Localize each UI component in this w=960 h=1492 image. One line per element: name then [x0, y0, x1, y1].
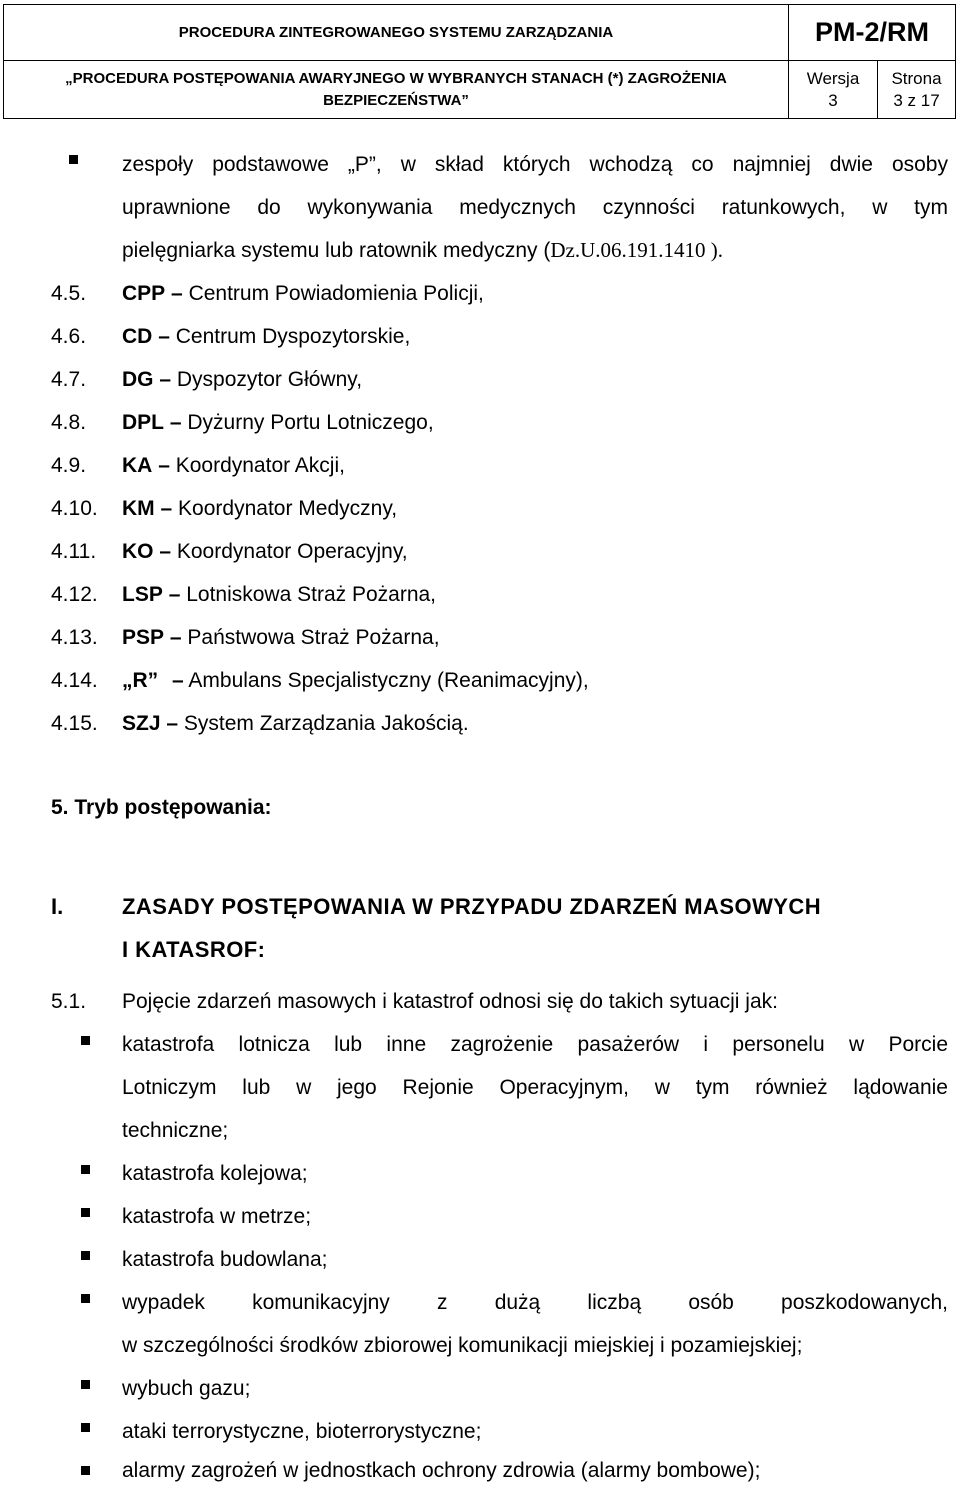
definition-desc: Centrum Powiadomienia Policji,: [188, 282, 484, 305]
list-item-line: katastrofa lotnicza lub inne zagrożenie pasażerów i personelu w Porcie: [122, 1033, 948, 1056]
list-item: ataki terrorystyczne, bioterrorystyczne;: [122, 1420, 482, 1443]
definition-item: [122, 702, 469, 745]
definition-number: 4.9.: [51, 454, 87, 477]
definition-number: 4.10.: [51, 497, 98, 520]
definition-item: [122, 573, 436, 616]
definition-number: 4.12.: [51, 583, 98, 606]
version-value: 3: [828, 90, 838, 110]
definition-dash: –: [159, 540, 172, 563]
definition-desc: System Zarządzania Jakością.: [183, 712, 469, 735]
definition-dash: –: [159, 368, 172, 391]
definition-number: 4.5.: [51, 282, 87, 305]
list-item: katastrofa kolejowa;: [122, 1162, 308, 1185]
definition-abbr: SZJ: [122, 712, 161, 735]
document-code: [788, 4, 956, 61]
definition-desc: Ambulans Specjalistyczny (Reanimacyjny),: [188, 669, 589, 692]
procedure-title-line1: „PROCEDURA POSTĘPOWANIA AWARYJNEGO W WYBRANYCH STANACH (*) ZAGROŻENIA: [65, 69, 727, 87]
definition-number: 4.7.: [51, 368, 87, 391]
definition-abbr: CPP: [122, 282, 166, 305]
bullet-icon: [81, 1294, 90, 1303]
bullet-icon: [81, 1466, 90, 1475]
definition-dash: –: [169, 626, 182, 649]
definition-abbr: PSP: [122, 626, 165, 649]
intro-bullet-line3-text: pielęgniarka systemu lub ratownik medyczny (: [122, 239, 551, 262]
intro-bullet-line3: [122, 229, 723, 272]
section-I-heading-line2: I KATASROF:: [122, 937, 266, 962]
list-item: katastrofa budowlana;: [122, 1248, 328, 1271]
definition-abbr: KA: [122, 454, 153, 477]
definition-desc: Centrum Dyspozytorskie,: [175, 325, 411, 348]
procedure-title-line2: BEZPIECZEŃSTWA”: [323, 91, 469, 109]
document-code-text: PM-2/RM: [815, 17, 929, 47]
bullet-icon: [81, 1423, 90, 1432]
definition-dash: –: [160, 497, 173, 520]
definition-desc: Koordynator Akcji,: [175, 454, 345, 477]
definition-item: [122, 401, 434, 444]
definition-abbr: KO: [122, 540, 154, 563]
definition-number: 4.6.: [51, 325, 87, 348]
definition-number: 4.15.: [51, 712, 98, 735]
page-value: 3 z 17: [893, 90, 940, 110]
section-I-heading-line1: ZASADY POSTĘPOWANIA W PRZYPADU ZDARZEŃ MASOWYCH: [122, 894, 822, 919]
list-item-line: w szczególności środków zbiorowej komunikacji miejskiej i pozamiejskiej;: [122, 1334, 803, 1357]
definition-dash: –: [158, 325, 170, 348]
definition-abbr: KM: [122, 497, 155, 520]
bullet-icon: [69, 155, 78, 164]
definition-desc: Dyspozytor Główny,: [176, 368, 363, 391]
item-5-1-number: 5.1.: [51, 990, 87, 1013]
procedure-title: [3, 60, 789, 119]
bullet-icon: [81, 1036, 90, 1045]
definition-abbr: LSP: [122, 583, 163, 606]
definition-number: 4.8.: [51, 411, 87, 434]
definition-abbr: „R”: [122, 669, 159, 692]
item-5-1-text: Pojęcie zdarzeń masowych i katastrof odnosi się do takich sytuacji jak:: [122, 990, 778, 1013]
version-cell: [788, 60, 878, 119]
bullet-icon: [81, 1208, 90, 1217]
definition-desc: Koordynator Operacyjny,: [176, 540, 408, 563]
procedure-system-title: [3, 4, 789, 61]
list-item-line: wypadek komunikacyjny z dużą liczbą osób poszkodowanych,: [122, 1291, 948, 1314]
legal-reference: Dz.U.06.191.1410: [550, 238, 706, 262]
page-cell: [877, 60, 956, 119]
definition-dash: –: [166, 712, 179, 735]
list-item: alarmy zagrożeń w jednostkach ochrony zdrowia (alarmy bombowe);: [122, 1459, 761, 1482]
procedure-system-title-text: PROCEDURA ZINTEGROWANEGO SYSTEMU ZARZĄDZANIA: [178, 24, 614, 41]
bullet-icon: [81, 1380, 90, 1389]
list-item-line: techniczne;: [122, 1119, 229, 1142]
intro-bullet-line3-end: ).: [705, 238, 724, 262]
list-item: katastrofa w metrze;: [122, 1205, 312, 1228]
bullet-icon: [81, 1251, 90, 1260]
section-I-number: I.: [51, 894, 64, 919]
definition-item: [122, 272, 484, 315]
definition-dash: –: [169, 411, 182, 434]
intro-bullet-line2: uprawnione do wykonywania medycznych czynności ratunkowych, w tym: [122, 196, 948, 219]
definition-item: [122, 487, 397, 530]
version-label: Wersja: [806, 68, 860, 88]
definition-desc: Państwowa Straż Pożarna,: [187, 626, 440, 649]
definition-desc: Dyżurny Portu Lotniczego,: [187, 411, 434, 434]
definition-dash: –: [168, 583, 181, 606]
bullet-icon: [81, 1165, 90, 1174]
definition-dash: –: [172, 669, 184, 692]
definition-item: [122, 530, 408, 573]
definition-dash: –: [171, 282, 183, 305]
definition-abbr: DPL: [122, 411, 164, 434]
definition-item: [122, 358, 362, 401]
list-item: wybuch gazu;: [122, 1377, 251, 1400]
definition-item: [122, 616, 440, 659]
definition-number: 4.13.: [51, 626, 98, 649]
intro-bullet-line1: zespoły podstawowe „P”, w skład których wchodzą co najmniej dwie osoby: [122, 153, 948, 176]
page-label: Strona: [891, 68, 942, 88]
list-item-line: Lotniczym lub w jego Rejonie Operacyjnym, w tym również lądowanie: [122, 1076, 948, 1099]
definition-item: [122, 659, 589, 702]
document-header: [3, 4, 956, 119]
section-5-heading: 5. Tryb postępowania:: [51, 796, 272, 819]
definition-desc: Koordynator Medyczny,: [178, 497, 398, 520]
definition-number: 4.14.: [51, 669, 98, 692]
definition-number: 4.11.: [51, 540, 97, 563]
definition-desc: Lotniskowa Straż Pożarna,: [186, 583, 437, 606]
definition-abbr: CD: [122, 325, 153, 348]
definition-abbr: DG: [122, 368, 154, 391]
definition-item: [122, 315, 410, 358]
definition-dash: –: [158, 454, 170, 477]
definition-item: [122, 444, 345, 487]
